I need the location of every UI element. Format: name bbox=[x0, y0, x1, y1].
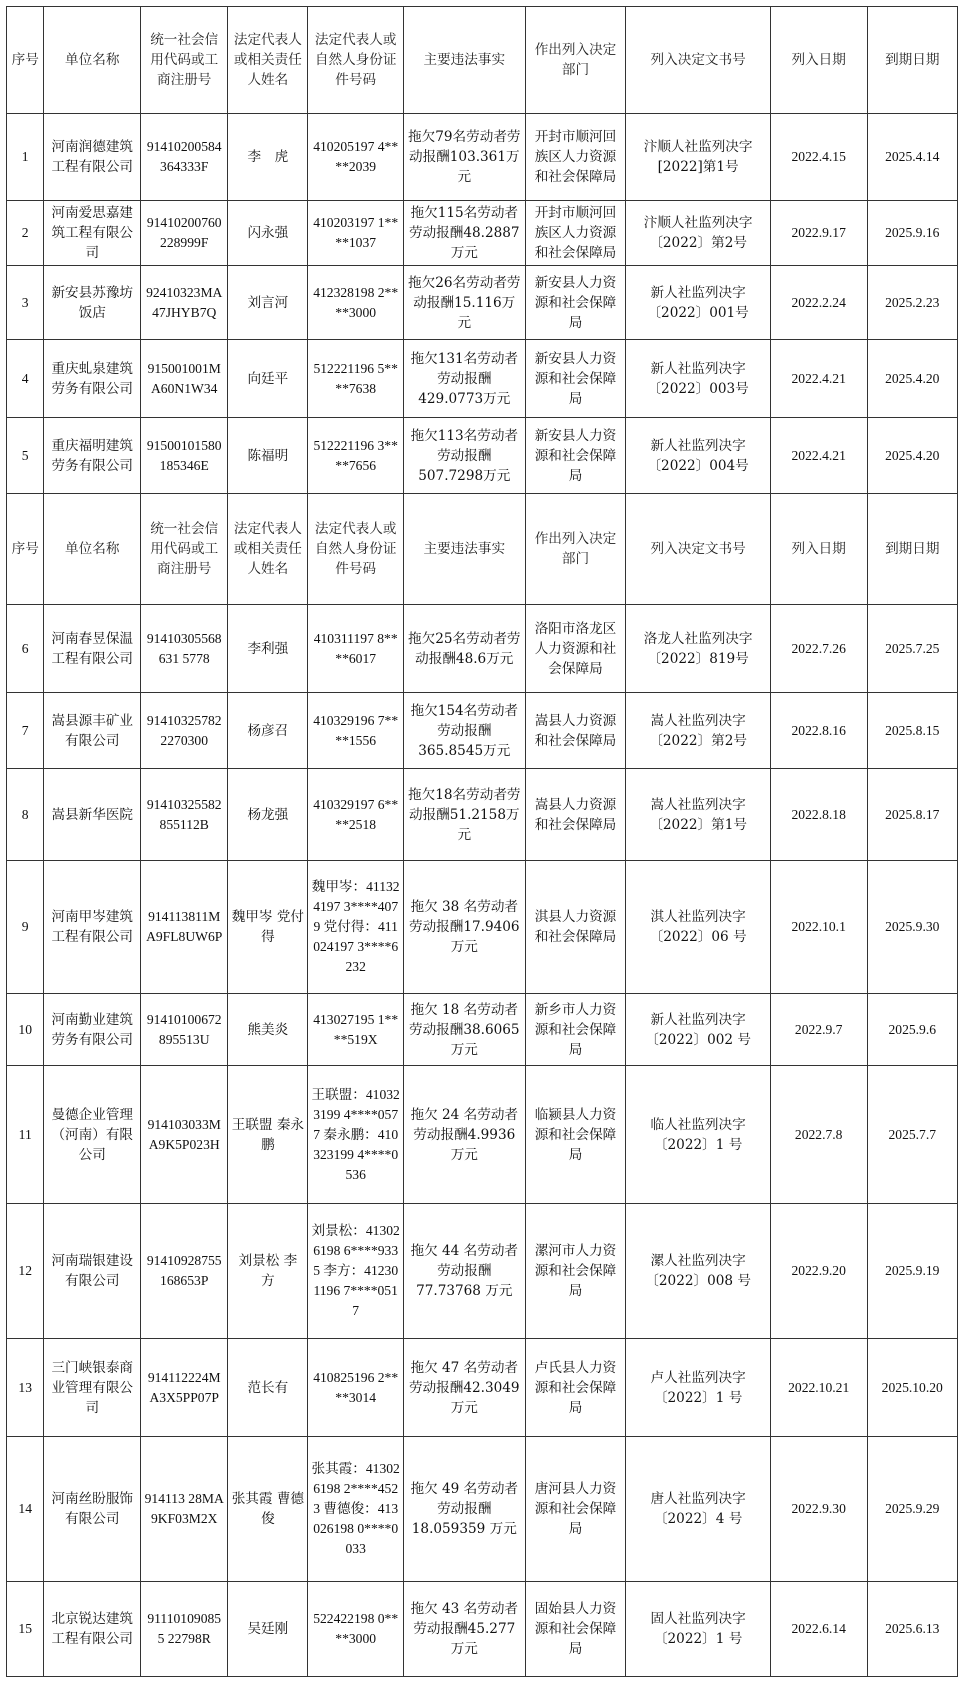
row-dept: 固始县人力资源和社会保障局 bbox=[525, 1582, 626, 1677]
row-violation: 拖欠25名劳动者劳动报酬48.6万元 bbox=[403, 605, 525, 693]
row-violation: 拖欠 44 名劳动者劳动报酬77.73768 万元 bbox=[403, 1204, 525, 1339]
row-expire-date: 2025.4.14 bbox=[867, 114, 957, 201]
row-violation: 拖欠 47 名劳动者劳动报酬42.3049 万元 bbox=[403, 1339, 525, 1437]
row-expire-date: 2025.8.17 bbox=[867, 769, 957, 861]
row-seq: 6 bbox=[7, 605, 44, 693]
row-credit-code: 91410928755168653P bbox=[141, 1204, 228, 1339]
row-seq: 8 bbox=[7, 769, 44, 861]
row-id-number: 张其霞：413026198 2****4523 曹德俊：413026198 0****0033 bbox=[308, 1437, 404, 1582]
row-expire-date: 2025.6.13 bbox=[867, 1582, 957, 1677]
row-credit-code: 914103257822270300 bbox=[141, 693, 228, 769]
table-row bbox=[7, 340, 958, 418]
row-expire-date: 2025.8.15 bbox=[867, 693, 957, 769]
row-dept: 新乡市人力资源和社会保障局 bbox=[525, 994, 626, 1066]
row-id-number: 王联盟：410323199 4****0577 秦永鹏：410323199 4****0536 bbox=[308, 1066, 404, 1204]
row-dept: 嵩县人力资源和社会保障局 bbox=[525, 693, 626, 769]
header-row bbox=[7, 7, 958, 114]
row-doc-no: 新人社监列决字〔2022〕001号 bbox=[626, 266, 770, 340]
row-doc-no: 漯人社监列决字〔2022〕008 号 bbox=[626, 1204, 770, 1339]
table-row bbox=[7, 861, 958, 994]
row-expire-date: 2025.7.25 bbox=[867, 605, 957, 693]
row-violation: 拖欠79名劳动者劳动报酬103.361万元 bbox=[403, 114, 525, 201]
seq-header: 序号 bbox=[7, 7, 44, 114]
row-credit-code: 914103033MA9K5P023H bbox=[141, 1066, 228, 1204]
row-dept: 新安县人力资源和社会保障局 bbox=[525, 340, 626, 418]
row-id-number: 魏甲岑：411324197 3****4079 党付得：411024197 3****6232 bbox=[308, 861, 404, 994]
legal-rep-header: 法定代表人或相关责任人姓名 bbox=[228, 494, 308, 605]
row-id-number: 410825196 2****3014 bbox=[308, 1339, 404, 1437]
row-seq: 2 bbox=[7, 201, 44, 266]
row-credit-code: 92410323MA47JHYB7Q bbox=[141, 266, 228, 340]
row-dept: 漯河市人力资源和社会保障局 bbox=[525, 1204, 626, 1339]
row-dept: 卢氏县人力资源和社会保障局 bbox=[525, 1339, 626, 1437]
credit-code-header: 统一社会信用代码或工商注册号 bbox=[141, 494, 228, 605]
row-list-date: 2022.10.21 bbox=[770, 1339, 867, 1437]
row-id-number: 512221196 5****7638 bbox=[308, 340, 404, 418]
row-seq: 14 bbox=[7, 1437, 44, 1582]
table-row bbox=[7, 201, 958, 266]
row-unit-name: 北京锐达建筑工程有限公司 bbox=[44, 1582, 141, 1677]
legal-rep-header: 法定代表人或相关责任人姓名 bbox=[228, 7, 308, 114]
row-violation: 拖欠 49 名劳动者劳动报酬18.059359 万元 bbox=[403, 1437, 525, 1582]
row-seq: 9 bbox=[7, 861, 44, 994]
row-seq: 4 bbox=[7, 340, 44, 418]
row-expire-date: 2025.9.16 bbox=[867, 201, 957, 266]
row-list-date: 2022.9.17 bbox=[770, 201, 867, 266]
row-unit-name: 曼德企业管理（河南）有限公司 bbox=[44, 1066, 141, 1204]
row-credit-code: 911101090855 22798R bbox=[141, 1582, 228, 1677]
row-credit-code: 91410305568631 5778 bbox=[141, 605, 228, 693]
row-doc-no: 新人社监列决字〔2022〕002 号 bbox=[626, 994, 770, 1066]
row-unit-name: 河南瑞银建设有限公司 bbox=[44, 1204, 141, 1339]
row-seq: 5 bbox=[7, 418, 44, 494]
row-credit-code: 91500101580185346E bbox=[141, 418, 228, 494]
row-legal-rep: 李利强 bbox=[228, 605, 308, 693]
row-expire-date: 2025.10.20 bbox=[867, 1339, 957, 1437]
row-unit-name: 重庆虬泉建筑劳务有限公司 bbox=[44, 340, 141, 418]
credit-code-header: 统一社会信用代码或工商注册号 bbox=[141, 7, 228, 114]
id-number-header: 法定代表人或自然人身份证件号码 bbox=[308, 494, 404, 605]
row-seq: 12 bbox=[7, 1204, 44, 1339]
row-doc-no: 新人社监列决字〔2022〕003号 bbox=[626, 340, 770, 418]
row-dept: 洛阳市洛龙区人力资源和社会保障局 bbox=[525, 605, 626, 693]
table-row bbox=[7, 769, 958, 861]
row-unit-name: 河南勤业建筑劳务有限公司 bbox=[44, 994, 141, 1066]
row-doc-no: 新人社监列决字〔2022〕004号 bbox=[626, 418, 770, 494]
row-legal-rep: 闪永强 bbox=[228, 201, 308, 266]
row-doc-no: 卢人社监列决字〔2022〕1 号 bbox=[626, 1339, 770, 1437]
row-list-date: 2022.8.18 bbox=[770, 769, 867, 861]
row-list-date: 2022.6.14 bbox=[770, 1582, 867, 1677]
row-list-date: 2022.4.15 bbox=[770, 114, 867, 201]
row-violation: 拖欠26名劳动者劳动报酬15.116万元 bbox=[403, 266, 525, 340]
row-expire-date: 2025.9.29 bbox=[867, 1437, 957, 1582]
row-list-date: 2022.7.8 bbox=[770, 1066, 867, 1204]
row-credit-code: 915001001MA60N1W34 bbox=[141, 340, 228, 418]
row-credit-code: 91410325582855112B bbox=[141, 769, 228, 861]
row-id-number: 413027195 1****519X bbox=[308, 994, 404, 1066]
row-legal-rep: 杨龙强 bbox=[228, 769, 308, 861]
row-seq: 1 bbox=[7, 114, 44, 201]
row-id-number: 410329196 7****1556 bbox=[308, 693, 404, 769]
row-dept: 淇县人力资源和社会保障局 bbox=[525, 861, 626, 994]
table-row bbox=[7, 1066, 958, 1204]
row-legal-rep: 吴廷刚 bbox=[228, 1582, 308, 1677]
row-id-number: 刘景松：413026198 6****9335 李方：412301196 7****0517 bbox=[308, 1204, 404, 1339]
row-doc-no: 临人社监列决字〔2022〕1 号 bbox=[626, 1066, 770, 1204]
row-list-date: 2022.9.30 bbox=[770, 1437, 867, 1582]
table-body bbox=[7, 7, 958, 1677]
row-id-number: 512221196 3****7656 bbox=[308, 418, 404, 494]
list-date-header: 列入日期 bbox=[770, 7, 867, 114]
row-expire-date: 2025.7.7 bbox=[867, 1066, 957, 1204]
table-row bbox=[7, 114, 958, 201]
row-credit-code: 91410200760228999F bbox=[141, 201, 228, 266]
row-seq: 13 bbox=[7, 1339, 44, 1437]
row-violation: 拖欠113名劳动者劳动报酬507.7298万元 bbox=[403, 418, 525, 494]
row-seq: 7 bbox=[7, 693, 44, 769]
blacklist-table bbox=[6, 6, 958, 1677]
table-row bbox=[7, 1437, 958, 1582]
row-seq: 15 bbox=[7, 1582, 44, 1677]
row-violation: 拖欠 24 名劳动者劳动报酬4.9936 万元 bbox=[403, 1066, 525, 1204]
row-id-number: 522422198 0****3000 bbox=[308, 1582, 404, 1677]
row-unit-name: 河南春昱保温工程有限公司 bbox=[44, 605, 141, 693]
violation-header: 主要违法事实 bbox=[403, 494, 525, 605]
row-legal-rep: 杨彦召 bbox=[228, 693, 308, 769]
expire-date-header: 到期日期 bbox=[867, 494, 957, 605]
row-violation: 拖欠 38 名劳动者劳动报酬17.9406 万元 bbox=[403, 861, 525, 994]
row-unit-name: 河南甲岑建筑工程有限公司 bbox=[44, 861, 141, 994]
row-doc-no: 嵩人社监列决字〔2022〕第1号 bbox=[626, 769, 770, 861]
row-legal-rep: 李 虎 bbox=[228, 114, 308, 201]
unit-name-header: 单位名称 bbox=[44, 7, 141, 114]
row-dept: 唐河县人力资源和社会保障局 bbox=[525, 1437, 626, 1582]
table-row bbox=[7, 1582, 958, 1677]
row-id-number: 410311197 8****6017 bbox=[308, 605, 404, 693]
row-credit-code: 914113 28MA9KF03M2X bbox=[141, 1437, 228, 1582]
row-legal-rep: 陈福明 bbox=[228, 418, 308, 494]
row-legal-rep: 魏甲岑 党付得 bbox=[228, 861, 308, 994]
row-list-date: 2022.4.21 bbox=[770, 340, 867, 418]
list-date-header: 列入日期 bbox=[770, 494, 867, 605]
seq-header: 序号 bbox=[7, 494, 44, 605]
row-legal-rep: 刘景松 李 方 bbox=[228, 1204, 308, 1339]
table-row bbox=[7, 1204, 958, 1339]
row-unit-name: 嵩县源丰矿业有限公司 bbox=[44, 693, 141, 769]
row-unit-name: 重庆福明建筑劳务有限公司 bbox=[44, 418, 141, 494]
row-list-date: 2022.9.7 bbox=[770, 994, 867, 1066]
row-unit-name: 河南丝盼服饰有限公司 bbox=[44, 1437, 141, 1582]
row-doc-no: 洛龙人社监列决字〔2022〕819号 bbox=[626, 605, 770, 693]
id-number-header: 法定代表人或自然人身份证件号码 bbox=[308, 7, 404, 114]
row-id-number: 410329197 6****2518 bbox=[308, 769, 404, 861]
row-credit-code: 914112224MA3X5PP07P bbox=[141, 1339, 228, 1437]
row-dept: 新安县人力资源和社会保障局 bbox=[525, 418, 626, 494]
row-unit-name: 新安县苏豫坊饭店 bbox=[44, 266, 141, 340]
expire-date-header: 到期日期 bbox=[867, 7, 957, 114]
row-violation: 拖欠115名劳动者劳动报酬48.2887万元 bbox=[403, 201, 525, 266]
row-doc-no: 固人社监列决字〔2022〕1 号 bbox=[626, 1582, 770, 1677]
row-credit-code: 91410100672895513U bbox=[141, 994, 228, 1066]
row-doc-no: 淇人社监列决字〔2022〕06 号 bbox=[626, 861, 770, 994]
row-violation: 拖欠18名劳动者劳动报酬51.2158万元 bbox=[403, 769, 525, 861]
table-row bbox=[7, 418, 958, 494]
row-expire-date: 2025.2.23 bbox=[867, 266, 957, 340]
row-violation: 拖欠131名劳动者劳动报酬429.0773万元 bbox=[403, 340, 525, 418]
row-unit-name: 三门峡银泰商业管理有限公司 bbox=[44, 1339, 141, 1437]
row-legal-rep: 王联盟 秦永鹏 bbox=[228, 1066, 308, 1204]
row-list-date: 2022.8.16 bbox=[770, 693, 867, 769]
row-seq: 11 bbox=[7, 1066, 44, 1204]
row-legal-rep: 范长有 bbox=[228, 1339, 308, 1437]
row-dept: 嵩县人力资源和社会保障局 bbox=[525, 769, 626, 861]
row-list-date: 2022.7.26 bbox=[770, 605, 867, 693]
row-expire-date: 2025.4.20 bbox=[867, 418, 957, 494]
row-credit-code: 914113811MA9FL8UW6P bbox=[141, 861, 228, 994]
table-row bbox=[7, 605, 958, 693]
row-legal-rep: 刘言河 bbox=[228, 266, 308, 340]
row-violation: 拖欠 18 名劳动者劳动报酬38.6065 万元 bbox=[403, 994, 525, 1066]
row-id-number: 410205197 4****2039 bbox=[308, 114, 404, 201]
row-dept: 新安县人力资源和社会保障局 bbox=[525, 266, 626, 340]
row-doc-no: 汴顺人社监列决字[2022]第1号 bbox=[626, 114, 770, 201]
row-list-date: 2022.9.20 bbox=[770, 1204, 867, 1339]
table-row bbox=[7, 994, 958, 1066]
row-legal-rep: 熊美炎 bbox=[228, 994, 308, 1066]
table-row bbox=[7, 693, 958, 769]
row-expire-date: 2025.4.20 bbox=[867, 340, 957, 418]
row-expire-date: 2025.9.6 bbox=[867, 994, 957, 1066]
row-seq: 3 bbox=[7, 266, 44, 340]
row-unit-name: 河南润德建筑工程有限公司 bbox=[44, 114, 141, 201]
row-dept: 临颍县人力资源和社会保障局 bbox=[525, 1066, 626, 1204]
row-id-number: 412328198 2****3000 bbox=[308, 266, 404, 340]
row-dept: 开封市顺河回族区人力资源和社会保障局 bbox=[525, 114, 626, 201]
row-legal-rep: 张其霞 曹德俊 bbox=[228, 1437, 308, 1582]
row-doc-no: 嵩人社监列决字〔2022〕第2号 bbox=[626, 693, 770, 769]
row-credit-code: 91410200584364333F bbox=[141, 114, 228, 201]
row-list-date: 2022.4.21 bbox=[770, 418, 867, 494]
doc-no-header: 列入决定文书号 bbox=[626, 7, 770, 114]
row-list-date: 2022.10.1 bbox=[770, 861, 867, 994]
dept-header: 作出列入决定部门 bbox=[525, 494, 626, 605]
violation-header: 主要违法事实 bbox=[403, 7, 525, 114]
table-row bbox=[7, 266, 958, 340]
row-unit-name: 嵩县新华医院 bbox=[44, 769, 141, 861]
row-violation: 拖欠 43 名劳动者劳动报酬45.277 万元 bbox=[403, 1582, 525, 1677]
row-legal-rep: 向廷平 bbox=[228, 340, 308, 418]
unit-name-header: 单位名称 bbox=[44, 494, 141, 605]
row-unit-name: 河南爱思嘉建筑工程有限公司 bbox=[44, 201, 141, 266]
row-doc-no: 唐人社监列决字〔2022〕4 号 bbox=[626, 1437, 770, 1582]
row-list-date: 2022.2.24 bbox=[770, 266, 867, 340]
row-dept: 开封市顺河回族区人力资源和社会保障局 bbox=[525, 201, 626, 266]
dept-header: 作出列入决定部门 bbox=[525, 7, 626, 114]
row-id-number: 410203197 1****1037 bbox=[308, 201, 404, 266]
row-violation: 拖欠154名劳动者劳动报酬365.8545万元 bbox=[403, 693, 525, 769]
row-doc-no: 汴顺人社监列决字〔2022〕第2号 bbox=[626, 201, 770, 266]
row-expire-date: 2025.9.30 bbox=[867, 861, 957, 994]
row-seq: 10 bbox=[7, 994, 44, 1066]
header-row bbox=[7, 494, 958, 605]
table-row bbox=[7, 1339, 958, 1437]
doc-no-header: 列入决定文书号 bbox=[626, 494, 770, 605]
row-expire-date: 2025.9.19 bbox=[867, 1204, 957, 1339]
